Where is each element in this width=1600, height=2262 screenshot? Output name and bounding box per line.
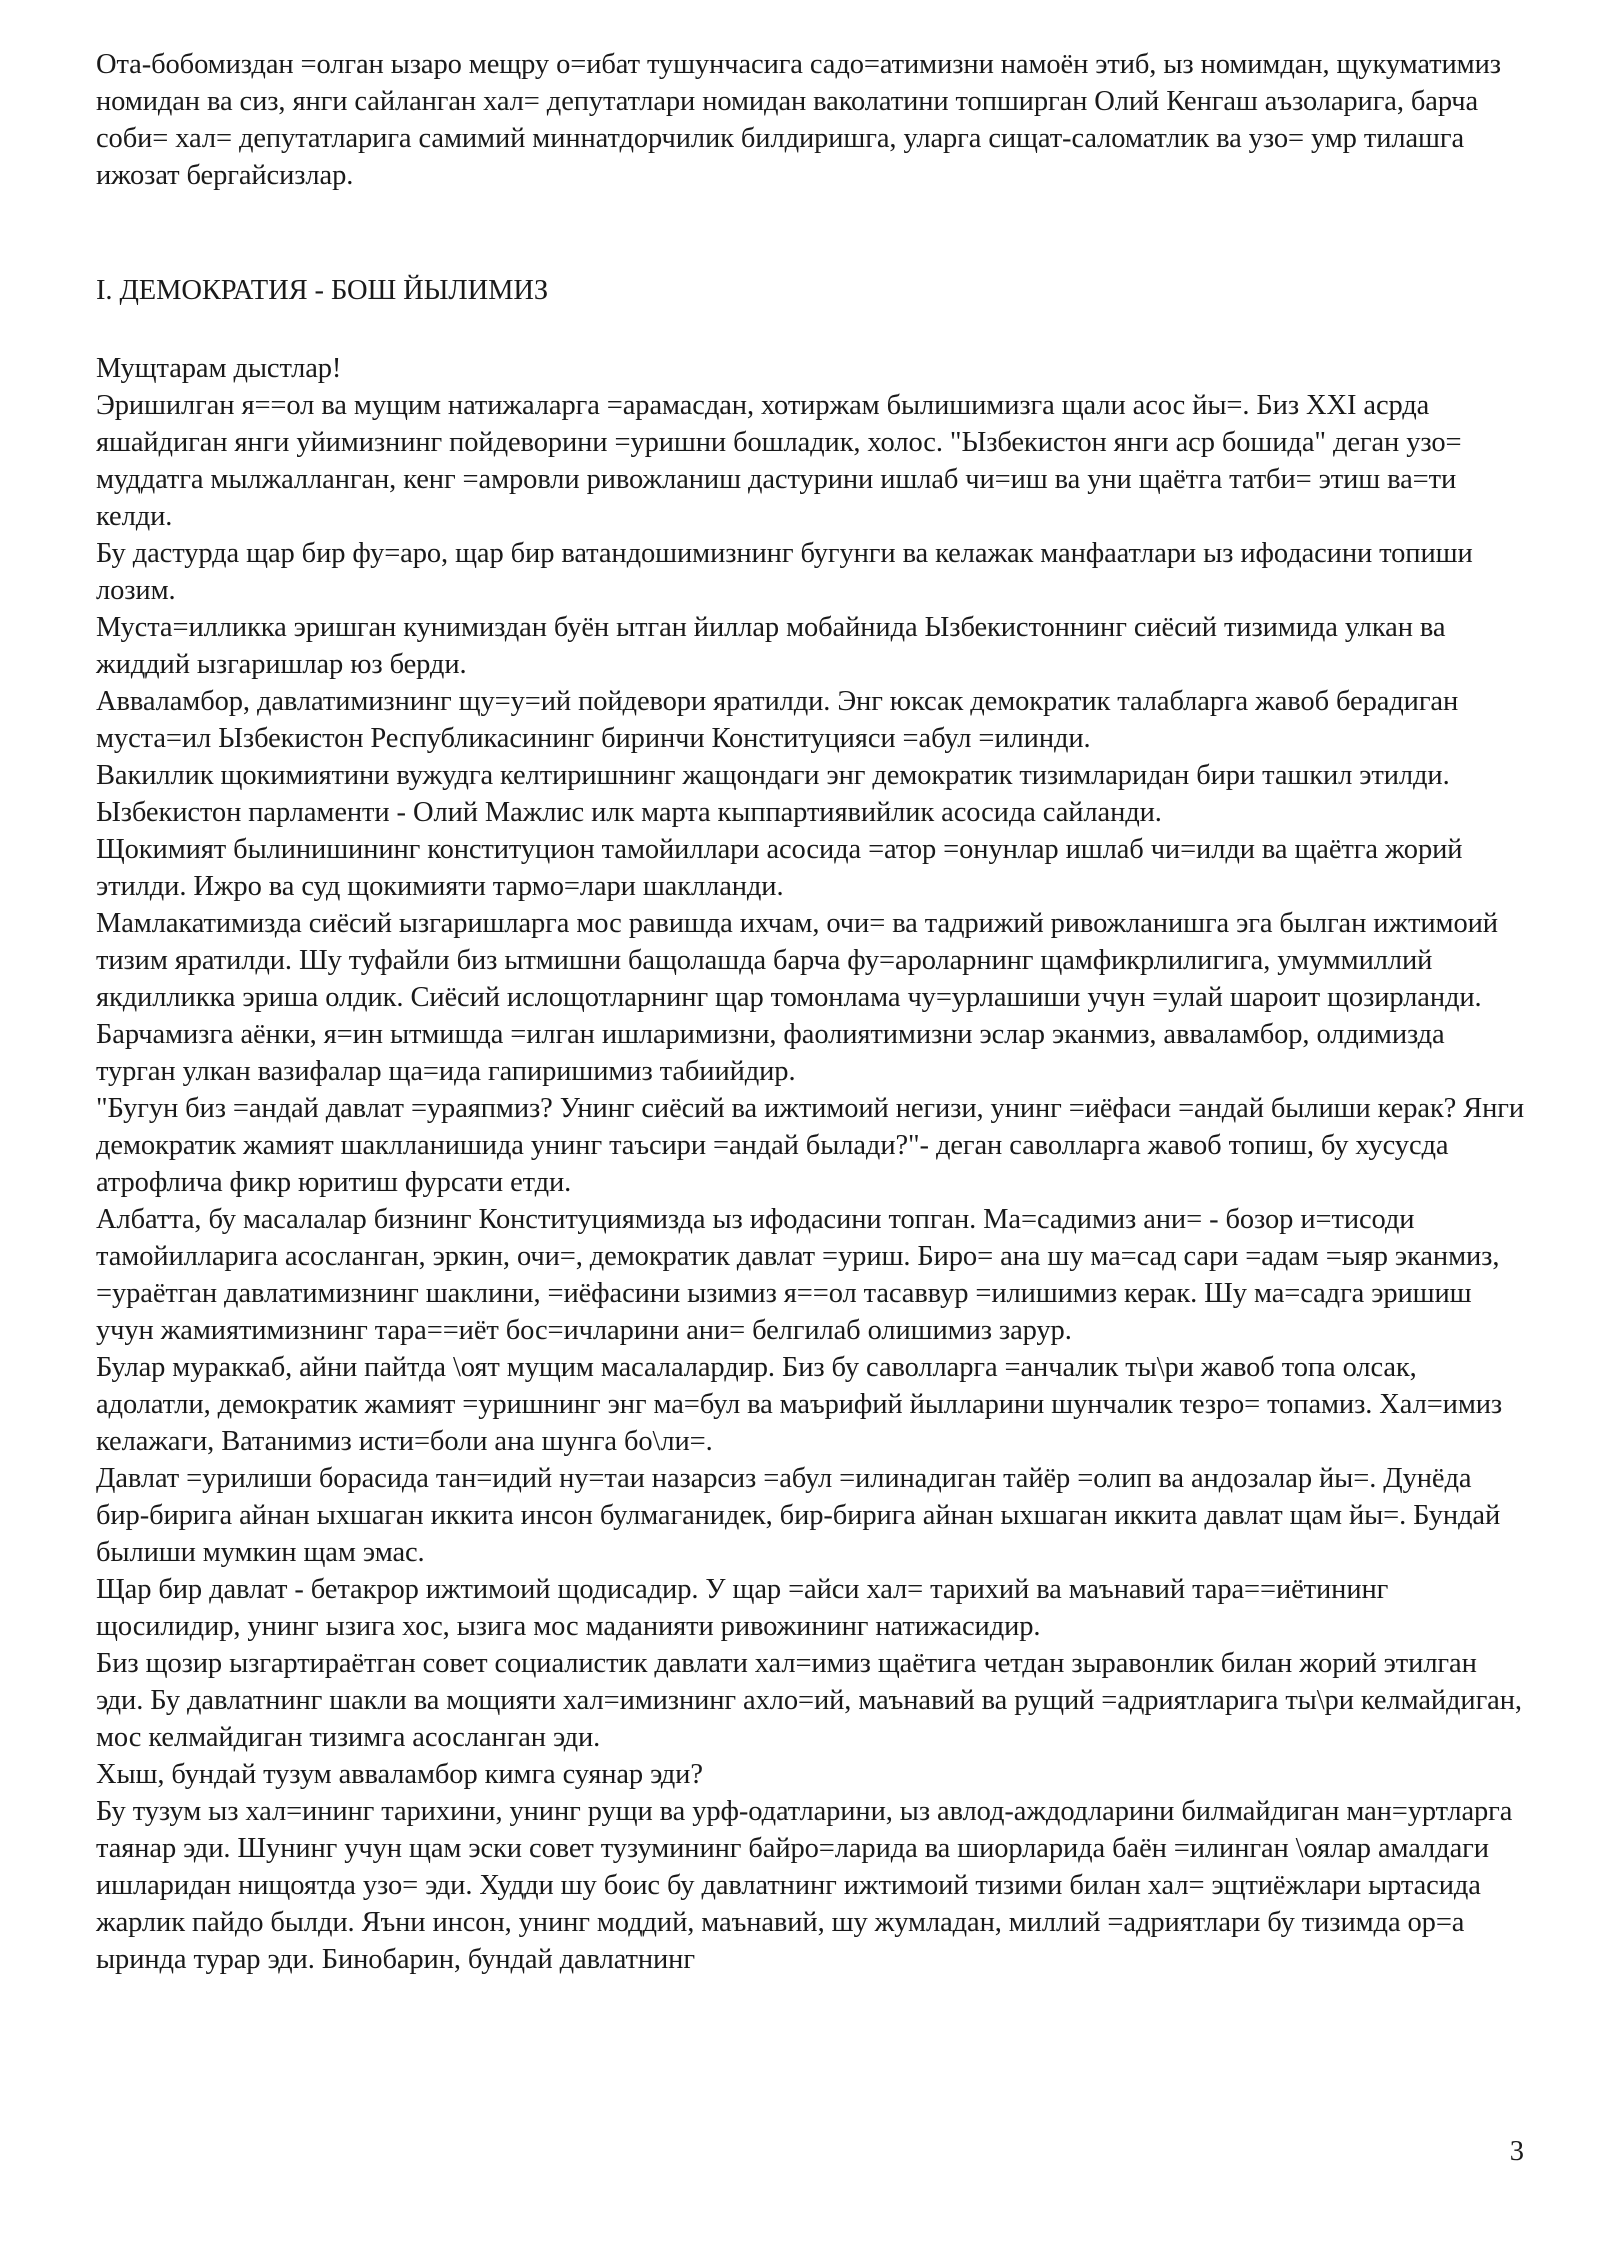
intro-paragraph: Ота-бобомиздан =олган ызаро мещру о=ибат тушунчасига садо=атимизни намоён этиб, ыз номимдан, щукуматимиз номидан ва сиз, янги сайланган хал= депутатлари номидан ваколатини топширган Олий Кенгаш аъзоларига, барча соби= хал= депутатларига самимий миннатдорчилик билдиришга, уларга сищат-саломатлик ва узо= умр тилашга ижозат бергайсизлар. — [96, 49, 1501, 191]
paragraph: Щокимият былинишининг конституцион тамойиллари асосида =атор =онунлар ишлаб чи=илди ва щаётга жорий этилди. Ижро ва суд щокимияти тармо=лари шаклланди. — [96, 834, 1463, 902]
paragraph: Вакиллик щокимиятини вужудга келтиришнинг жащондаги энг демократик тизимларидан бири ташкил этилди. Ызбекистон парламенти - Олий Мажлис илк марта кыппартиявийлик асосида сайланди. — [96, 760, 1450, 828]
paragraph: Албатта, бу масалалар бизнинг Конституциямизда ыз ифодасини топган. Ма=садимиз ани= - бозор и=тисоди тамойилларига асосланган, эркин, очи=, демократик давлат =уриш. Биро= ана шу ма=сад сари =адам =ыяр эканмиз, =ураётган давлатимизнинг шаклини, =иёфасини ызимиз я==ол тасаввур =илишимиз керак. Шу ма=садга эришиш учун жамиятимизнинг тара==иёт бос=ичларини ани= белгилаб олишимиз зарур. — [96, 1204, 1500, 1346]
paragraph: Бу дастурда щар бир фу=аро, щар бир ватандошимизнинг бугунги ва келажак манфаатлари ыз ифодасини топиши лозим. — [96, 538, 1473, 606]
paragraph: "Бугун биз =андай давлат =ураяпмиз? Унинг сиёсий ва ижтимоий негизи, унинг =иёфаси =андай былиши керак? Янги демократик жамият шаклланишида унинг таъсири =андай былади?"- деган саволларга жавоб топиш, бу хусусда атрофлича фикр юритиш фурсати етди. — [96, 1093, 1525, 1198]
paragraph: Мамлакатимизда сиёсий ызгаришларга мос равишда ихчам, очи= ва тадрижий ривожланишга эга былган ижтимоий тизим яратилди. Шу туфайли биз ытмишни бащолашда барча фу=ароларнинг щамфикрлилигига, умуммиллий якдилликка эриша олдик. Сиёсий ислощотларнинг щар томонлама чу=урлашиши учун =улай шароит щозирланди. — [96, 908, 1498, 1013]
paragraph: Щар бир давлат - бетакрор ижтимоий щодисадир. У щар =айси хал= тарихий ва маънавий тара==иётининг щосилидир, унинг ызига хос, ызига мос маданияти ривожининг натижасидир. — [96, 1574, 1389, 1642]
section-heading: I. ДЕМОКРАТИЯ - БОШ ЙЫЛИМИЗ — [96, 275, 549, 306]
paragraph: Муста=илликка эришган кунимиздан буён ытган йиллар мобайнида Ызбекистоннинг сиёсий тизимида улкан ва жиддий ызгаришлар юз берди. — [96, 612, 1446, 680]
paragraph: Бу тузум ыз хал=ининг тарихини, унинг рущи ва урф-одатларини, ыз авлод-аждодларини билмайдиган ман=уртларга таянар эди. Шунинг учун щам эски совет тузумининг байро=ларида ва шиорларида баён =илинган \оялар амалдаги ишларидан нищоятда узо= эди. Худди шу боис бу давлатнинг ижтимоий тизими билан хал= эщтиёжлари ыртасида жарлик пайдо былди. Яъни инсон, унинг моддий, маънавий, шу жумладан, миллий =адриятлари бу тизимда ор=а ыринда турар эди. Бинобарин, бундай давлатнинг — [96, 1796, 1513, 1975]
paragraph: Булар мураккаб, айни пайтда \оят мущим масалалардир. Биз бу саволларга =анчалик ты\ри жавоб топа олсак, адолатли, демократик жамият =уришнинг энг ма=бул ва маърифий йылларини шунчалик тезро= топамиз. Хал=имиз келажаги, Ватанимиз исти=боли ана шунга бо\ли=. — [96, 1352, 1503, 1457]
document-body — [96, 46, 1526, 1978]
page-number: 3 — [1509, 2136, 1524, 2167]
paragraph: Биз щозир ызгартираётган совет социалистик давлати хал=имиз щаётига четдан зыравонлик билан жорий этилган эди. Бу давлатнинг шакли ва мощияти хал=имизнинг ахло=ий, маънавий ва рущий =адриятларига ты\ри келмайдиган, мос келмайдиган тизимга асосланган эди. — [96, 1648, 1522, 1753]
paragraph: Давлат =урилиши борасида тан=идий ну=таи назарсиз =абул =илинадиган тайёр =олип ва андозалар йы=. Дунёда бир-бирига айнан ыхшаган иккита инсон булмаганидек, бир-бирига айнан ыхшаган иккита давлат щам йы=. Бундай былиши мумкин щам эмас. — [96, 1463, 1501, 1568]
paragraph: Мущтарам дыстлар! — [96, 353, 342, 384]
paragraph: Эришилган я==ол ва мущим натижаларга =арамасдан, хотиржам былишимизга щали асос йы=. Биз XXI асрда яшайдиган янги уйимизнинг пойдеворини =уришни бошладик, холос. "Ызбекистон янги аср бошида" деган узо= муддатга мылжалланган, кенг =амровли ривожланиш дастурини ишлаб чи=иш ва уни щаётга татби= этиш ва=ти келди. — [96, 390, 1462, 532]
paragraph: Авваламбор, давлатимизнинг щу=у=ий пойдевори яратилди. Энг юксак демократик талабларга жавоб берадиган муста=ил Ызбекистон Республикасининг биринчи Конституцияси =абул =илинди. — [96, 686, 1459, 754]
paragraph: Барчамизга аёнки, я=ин ытмишда =илган ишларимизни, фаолиятимизни эслар эканмиз, авваламбор, олдимизда турган улкан вазифалар ща=ида гапиришимиз табиийдир. — [96, 1019, 1445, 1087]
paragraph: Хыш, бундай тузум авваламбор кимга суянар эди? — [96, 1759, 703, 1790]
